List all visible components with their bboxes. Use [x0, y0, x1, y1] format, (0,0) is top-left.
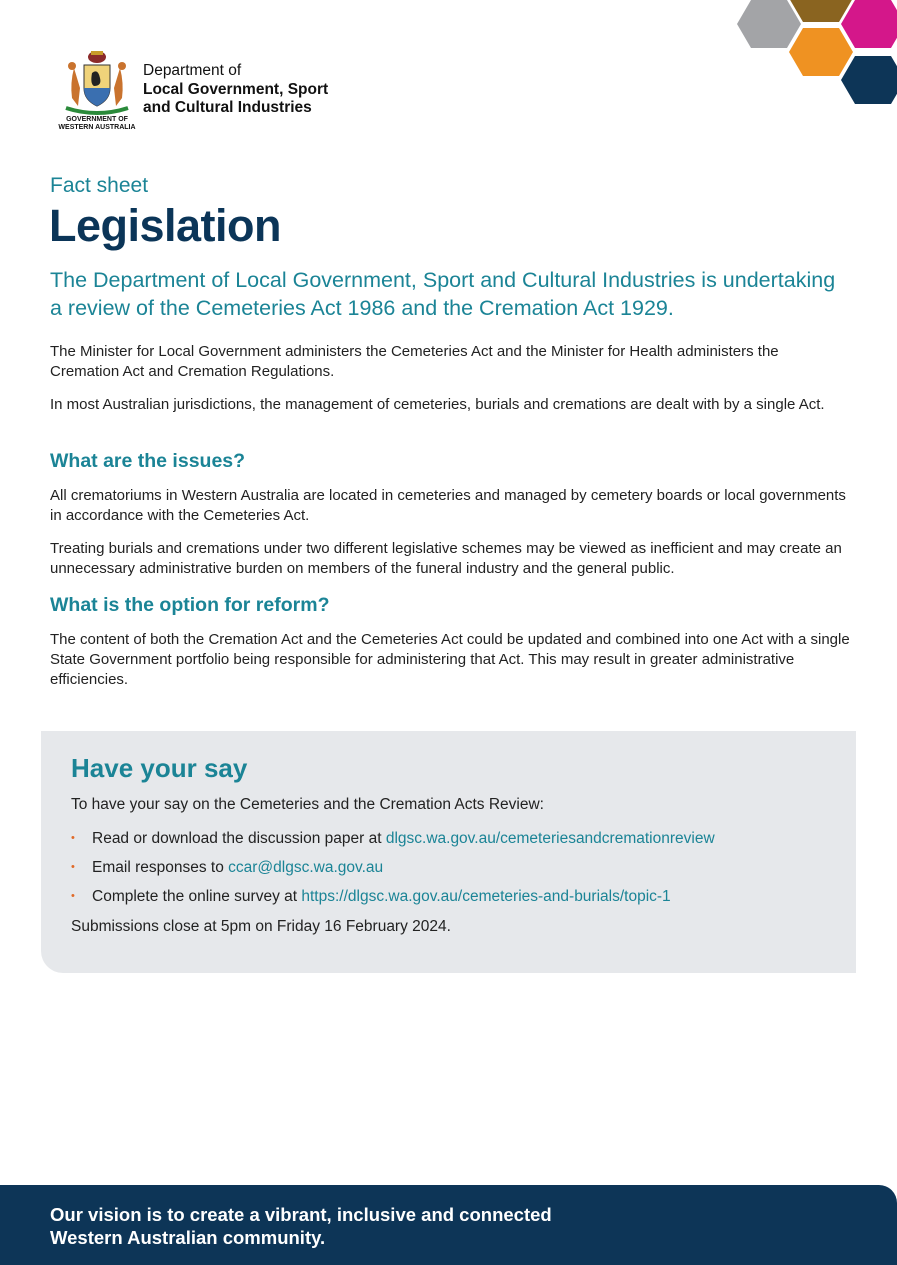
- list-item-text: Complete the online survey at: [92, 888, 302, 905]
- vision-line1: Our vision is to create a vibrant, inclusive and connected: [50, 1204, 552, 1225]
- discussion-paper-link[interactable]: dlgsc.wa.gov.au/cemeteriesandcremationreview: [385, 830, 715, 847]
- list-item-text: Read or download the discussion paper at: [92, 830, 386, 847]
- department-name: [143, 62, 328, 118]
- government-logo: [52, 48, 372, 138]
- email-link[interactable]: ccar@dlgsc.wa.gov.au: [228, 859, 384, 876]
- fact-sheet-label: Fact sheet: [50, 174, 149, 197]
- hexagon-navy: [841, 56, 897, 104]
- vision-statement: [50, 1203, 610, 1249]
- crest-caption-line2: WESTERN AUSTRALIA: [58, 124, 136, 131]
- list-item: [71, 853, 715, 882]
- department-line2: Local Government, Sport: [143, 80, 329, 98]
- bullet-icon: •: [71, 890, 75, 902]
- list-item: [71, 824, 715, 853]
- submissions-deadline: Submissions close at 5pm on Friday 16 February 2024.: [71, 918, 451, 935]
- reform-paragraph: The content of both the Cremation Act and the Cemeteries Act could be updated and combined into one Act with a single State Government portfolio being responsible for administering that Act. This may result in greater administrative efficiencies.: [50, 631, 850, 688]
- footer-banner: [0, 1185, 897, 1265]
- have-your-say-list: [71, 824, 715, 911]
- issues-paragraph2: Treating burials and cremations under two different legislative schemes may be viewed as inefficient and may create an unnecessary administrative burden on members of the funeral industry and the general public.: [50, 540, 842, 577]
- paragraph-ministers: The Minister for Local Government administers the Cemeteries Act and the Minister for Health administers the Cremation Act and Cremation Regulations.: [50, 343, 779, 380]
- have-your-say-panel: [41, 731, 856, 973]
- crest-caption-line1: GOVERNMENT OF: [66, 116, 128, 123]
- page-title: Legislation: [49, 200, 282, 251]
- brand-hexagon-pattern: [737, 0, 897, 110]
- intro-paragraph: The Department of Local Government, Sport and Cultural Industries is undertaking a review of the Cemeteries Act 1986 and the Cremation Act 1929.: [50, 268, 836, 320]
- hexagon-orange: [789, 28, 853, 76]
- department-line1: Department of: [143, 62, 242, 79]
- reform-heading: What is the option for reform?: [50, 594, 330, 616]
- paragraph-jurisdictions: In most Australian jurisdictions, the management of cemeteries, burials and cremations are dealt with by a single Act.: [50, 396, 825, 413]
- list-item: [71, 882, 715, 911]
- hexagon-magenta: [841, 0, 897, 48]
- list-item-text: Email responses to: [92, 859, 229, 876]
- bullet-icon: •: [71, 861, 75, 873]
- have-your-say-title: Have your say: [71, 753, 248, 783]
- issues-paragraph1: All crematoriums in Western Australia are located in cemeteries and managed by cemetery boards or local governments in accordance with the Cemeteries Act.: [50, 487, 846, 524]
- vision-line2: Western Australian community.: [50, 1227, 326, 1248]
- issues-heading: What are the issues?: [50, 450, 246, 472]
- hexagon-brown: [789, 0, 853, 22]
- survey-link[interactable]: https://dlgsc.wa.gov.au/cemeteries-and-burials/topic-1: [301, 888, 671, 905]
- crest-caption: [52, 116, 142, 132]
- coat-of-arms-icon: [52, 48, 142, 118]
- bullet-icon: •: [71, 832, 75, 844]
- have-your-say-intro: To have your say on the Cemeteries and the Cremation Acts Review:: [71, 796, 544, 813]
- hexagon-grey: [737, 0, 801, 48]
- department-line3: and Cultural Industries: [143, 99, 312, 116]
